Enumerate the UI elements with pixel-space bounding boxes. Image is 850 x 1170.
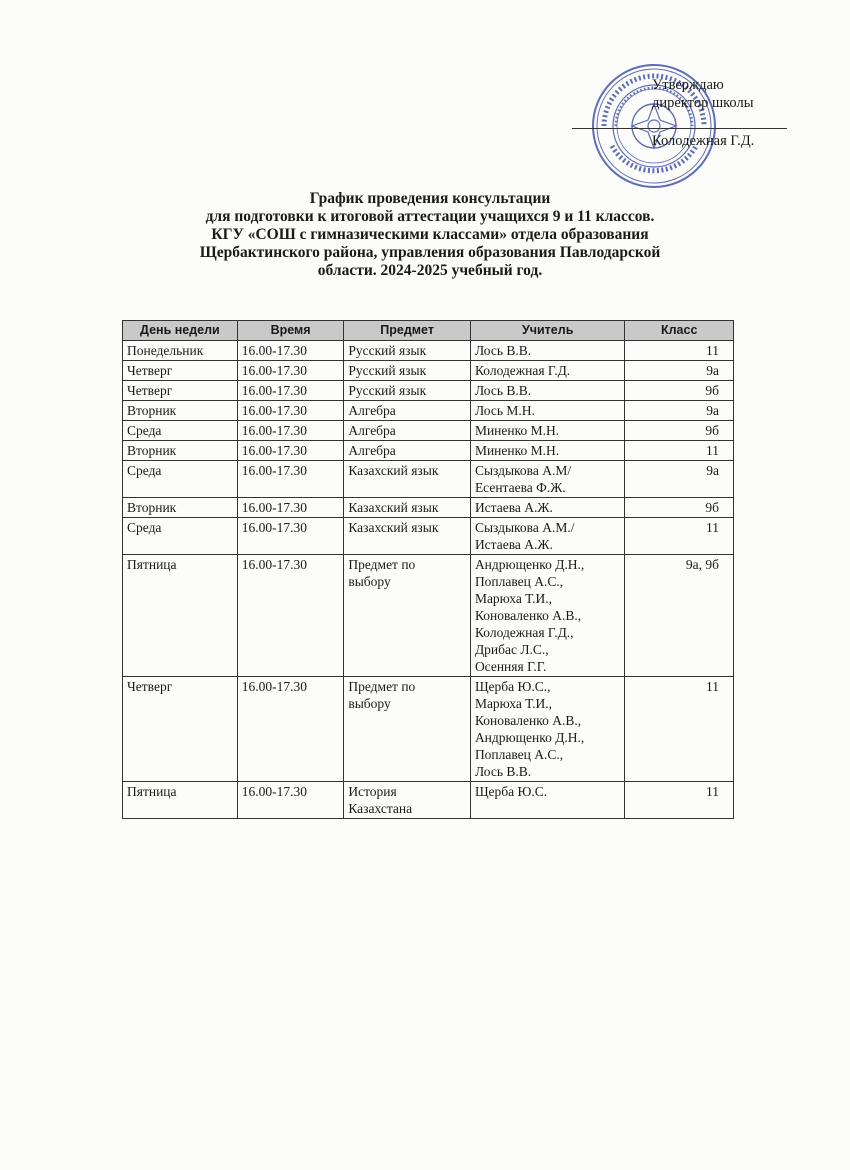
title-line-4: Щербактинского района, управления образования Павлодарской bbox=[199, 244, 661, 261]
table-header-row bbox=[123, 321, 734, 341]
cell-class: 9а, 9б bbox=[625, 555, 734, 677]
cell-time: 16.00-17.30 bbox=[237, 677, 344, 782]
cell-subject: История Казахстана bbox=[344, 782, 471, 819]
cell-time: 16.00-17.30 bbox=[237, 498, 344, 518]
approve-word: Утверждаю bbox=[652, 77, 724, 93]
cell-subject: Казахский язык bbox=[344, 518, 471, 555]
cell-time: 16.00-17.30 bbox=[237, 555, 344, 677]
table-row bbox=[123, 381, 734, 401]
cell-subject: Предмет по выбору bbox=[344, 677, 471, 782]
cell-day: Среда bbox=[123, 421, 238, 441]
cell-day: Вторник bbox=[123, 441, 238, 461]
cell-teacher: Истаева А.Ж. bbox=[470, 498, 624, 518]
cell-teacher: Миненко М.Н. bbox=[470, 421, 624, 441]
table-row bbox=[123, 782, 734, 819]
cell-subject: Алгебра bbox=[344, 401, 471, 421]
signature-line bbox=[572, 128, 787, 129]
cell-teacher: Колодежная Г.Д. bbox=[470, 361, 624, 381]
header-time: Время bbox=[237, 321, 344, 341]
title-line-1: График проведения консультации bbox=[309, 190, 551, 207]
cell-class: 11 bbox=[625, 677, 734, 782]
cell-subject: Русский язык bbox=[344, 361, 471, 381]
cell-teacher: Лось В.В. bbox=[470, 341, 624, 361]
title-line-5: области. 2024-2025 учебный год. bbox=[317, 262, 543, 279]
header-class: Класс bbox=[625, 321, 734, 341]
cell-class: 11 bbox=[625, 518, 734, 555]
cell-subject: Русский язык bbox=[344, 381, 471, 401]
cell-day: Пятница bbox=[123, 782, 238, 819]
table-row bbox=[123, 441, 734, 461]
table-row bbox=[123, 341, 734, 361]
title-line-3: КГУ «СОШ с гимназическими классами» отдела образования bbox=[211, 226, 649, 243]
cell-teacher: Сыздыкова А.М/ Есентаева Ф.Ж. bbox=[470, 461, 624, 498]
cell-day: Понедельник bbox=[123, 341, 238, 361]
cell-subject: Предмет по выбору bbox=[344, 555, 471, 677]
cell-teacher: Лось В.В. bbox=[470, 381, 624, 401]
cell-class: 9б bbox=[625, 498, 734, 518]
cell-day: Среда bbox=[123, 461, 238, 498]
cell-class: 9а bbox=[625, 361, 734, 381]
cell-subject: Алгебра bbox=[344, 421, 471, 441]
header-day: День недели bbox=[123, 321, 238, 341]
cell-class: 9а bbox=[625, 461, 734, 498]
approval-block bbox=[652, 76, 842, 150]
cell-time: 16.00-17.30 bbox=[237, 401, 344, 421]
cell-time: 16.00-17.30 bbox=[237, 518, 344, 555]
cell-class: 9а bbox=[625, 401, 734, 421]
cell-time: 16.00-17.30 bbox=[237, 341, 344, 361]
cell-class: 11 bbox=[625, 441, 734, 461]
cell-subject: Казахский язык bbox=[344, 461, 471, 498]
consultation-schedule-table bbox=[122, 320, 734, 819]
cell-time: 16.00-17.30 bbox=[237, 361, 344, 381]
cell-day: Среда bbox=[123, 518, 238, 555]
cell-day: Пятница bbox=[123, 555, 238, 677]
header-subject: Предмет bbox=[344, 321, 471, 341]
cell-day: Четверг bbox=[123, 677, 238, 782]
table-row bbox=[123, 498, 734, 518]
cell-class: 11 bbox=[625, 782, 734, 819]
cell-day: Четверг bbox=[123, 381, 238, 401]
cell-day: Вторник bbox=[123, 498, 238, 518]
cell-time: 16.00-17.30 bbox=[237, 782, 344, 819]
cell-teacher: Лось М.Н. bbox=[470, 401, 624, 421]
cell-teacher: Щерба Ю.С. bbox=[470, 782, 624, 819]
cell-class: 11 bbox=[625, 341, 734, 361]
table-body bbox=[123, 341, 734, 819]
table-row bbox=[123, 555, 734, 677]
header-teacher: Учитель bbox=[470, 321, 624, 341]
table-row bbox=[123, 421, 734, 441]
approver-position: директор школы bbox=[652, 95, 754, 111]
cell-time: 16.00-17.30 bbox=[237, 381, 344, 401]
cell-class: 9б bbox=[625, 421, 734, 441]
cell-teacher: Сыздыкова А.М./ Истаева А.Ж. bbox=[470, 518, 624, 555]
cell-subject: Казахский язык bbox=[344, 498, 471, 518]
approver-name: Колодежная Г.Д. bbox=[652, 133, 755, 149]
cell-teacher: Щерба Ю.С., Марюха Т.И., Коноваленко А.В., Андрющенко Д.Н., Поплавец А.С., Лось В.В. bbox=[470, 677, 624, 782]
table-row bbox=[123, 677, 734, 782]
cell-time: 16.00-17.30 bbox=[237, 461, 344, 498]
cell-time: 16.00-17.30 bbox=[237, 421, 344, 441]
cell-teacher: Андрющенко Д.Н., Поплавец А.С., Марюха Т.И., Коноваленко А.В., Колодежная Г.Д., Дрибас Л.С., Осенняя Г.Г. bbox=[470, 555, 624, 677]
table-row bbox=[123, 361, 734, 381]
table-row bbox=[123, 518, 734, 555]
cell-subject: Алгебра bbox=[344, 441, 471, 461]
cell-teacher: Миненко М.Н. bbox=[470, 441, 624, 461]
cell-subject: Русский язык bbox=[344, 341, 471, 361]
table-row bbox=[123, 401, 734, 421]
cell-day: Вторник bbox=[123, 401, 238, 421]
document-title bbox=[130, 190, 730, 280]
cell-time: 16.00-17.30 bbox=[237, 441, 344, 461]
cell-day: Четверг bbox=[123, 361, 238, 381]
table-row bbox=[123, 461, 734, 498]
title-line-2: для подготовки к итоговой аттестации учащихся 9 и 11 классов. bbox=[205, 208, 655, 225]
cell-class: 9б bbox=[625, 381, 734, 401]
